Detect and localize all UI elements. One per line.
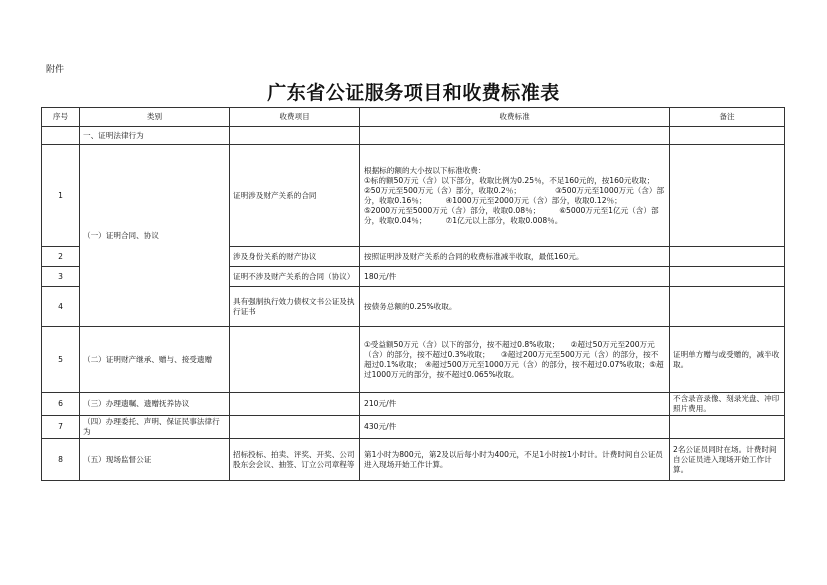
header-item: 收费项目: [230, 108, 360, 127]
table-row: [42, 327, 785, 393]
row-remark: [670, 247, 785, 267]
section-title: 一、证明法律行为: [80, 127, 230, 145]
header-fee: 收费标准: [360, 108, 670, 127]
row-category: （二）证明财产继承、赠与、接受遗赠: [80, 327, 230, 393]
row-no: 4: [42, 287, 80, 327]
fee-table: [41, 107, 785, 481]
table-row: [42, 439, 785, 481]
row-no: 2: [42, 247, 80, 267]
row-category: （四）办理委托、声明、保证民事法律行为: [80, 416, 230, 439]
row-item: [230, 393, 360, 416]
row-item: 证明涉及财产关系的合同: [230, 145, 360, 247]
header-remark: 备注: [670, 108, 785, 127]
row-category: （三）办理遗嘱、遗赠抚养协议: [80, 393, 230, 416]
row-category: （五）现场监督公证: [80, 439, 230, 481]
row-no: 6: [42, 393, 80, 416]
table-row: [42, 416, 785, 439]
row-remark: 不含录音录像、刻录光盘、冲印照片费用。: [670, 393, 785, 416]
table-row: [42, 393, 785, 416]
header-no: 序号: [42, 108, 80, 127]
header-category: 类别: [80, 108, 230, 127]
section-row: [42, 127, 785, 145]
row-remark: [670, 145, 785, 247]
row-item: 招标投标、拍卖、评奖、开奖、公司股东会会议、抽签、订立公司章程等: [230, 439, 360, 481]
row-item: 具有强制执行效力债权文书公证及执行证书: [230, 287, 360, 327]
row-remark: [670, 416, 785, 439]
row-no: 1: [42, 145, 80, 247]
table-header-row: [42, 108, 785, 127]
row-fee: 180元/件: [360, 267, 670, 287]
row-fee: 第1小时为800元，第2及以后每小时为400元，不足1小时按1小时计。计费时间自公证员进入现场开始工作计算。: [360, 439, 670, 481]
row-fee: 根据标的额的大小按以下标准收费： ①标的额50万元（含）以下部分，收取比例为0.25％，不足160元的，按160元收取； ②50万元至500万元（含）部分，收取0.2％； ③500万元至1000万元（含）部分，收取0.16％； ④1000万元至2000万元（含）部分，收取0.12％； ⑤2000万元至5000万元（含）部分，收取0.08％； ⑥5000万元至1亿元（含）部分，收取0.04％； ⑦1亿元以上部分，收取0.008％。: [360, 145, 670, 247]
row-fee: 430元/件: [360, 416, 670, 439]
attachment-label: 附件: [46, 65, 65, 75]
row-fee: 210元/件: [360, 393, 670, 416]
row-no: 5: [42, 327, 80, 393]
row-fee: 按债务总额的0.25%收取。: [360, 287, 670, 327]
row-no: 8: [42, 439, 80, 481]
row-category: （一）证明合同、协议: [80, 145, 230, 327]
row-fee: ①受益额50万元（含）以下的部分，按不超过0.8%收取； ②超过50万元至200万元（含）的部分，按不超过0.3%收取； ③超过200万元至500万元（含）的部分，按不超过0.1%收取； ④超过500万元至1000万元（含）的部分，按不超过0.07%收取；⑤超过1000万元的部分，按不超过0.065%收取。: [360, 327, 670, 393]
row-remark: [670, 287, 785, 327]
row-item: 涉及身份关系的财产协议: [230, 247, 360, 267]
row-remark: 证明单方赠与或受赠的，减半收取。: [670, 327, 785, 393]
row-no: 3: [42, 267, 80, 287]
row-item: [230, 416, 360, 439]
document-title: 广东省公证服务项目和收费标准表: [267, 82, 560, 104]
row-fee: 按照证明涉及财产关系的合同的收费标准减半收取，最低160元。: [360, 247, 670, 267]
row-no: 7: [42, 416, 80, 439]
table-row: [42, 145, 785, 247]
row-remark: [670, 267, 785, 287]
row-remark: 2名公证员同时在场。计费时间自公证员进入现场开始工作计算。: [670, 439, 785, 481]
row-item: [230, 327, 360, 393]
row-item: 证明不涉及财产关系的合同（协议）: [230, 267, 360, 287]
